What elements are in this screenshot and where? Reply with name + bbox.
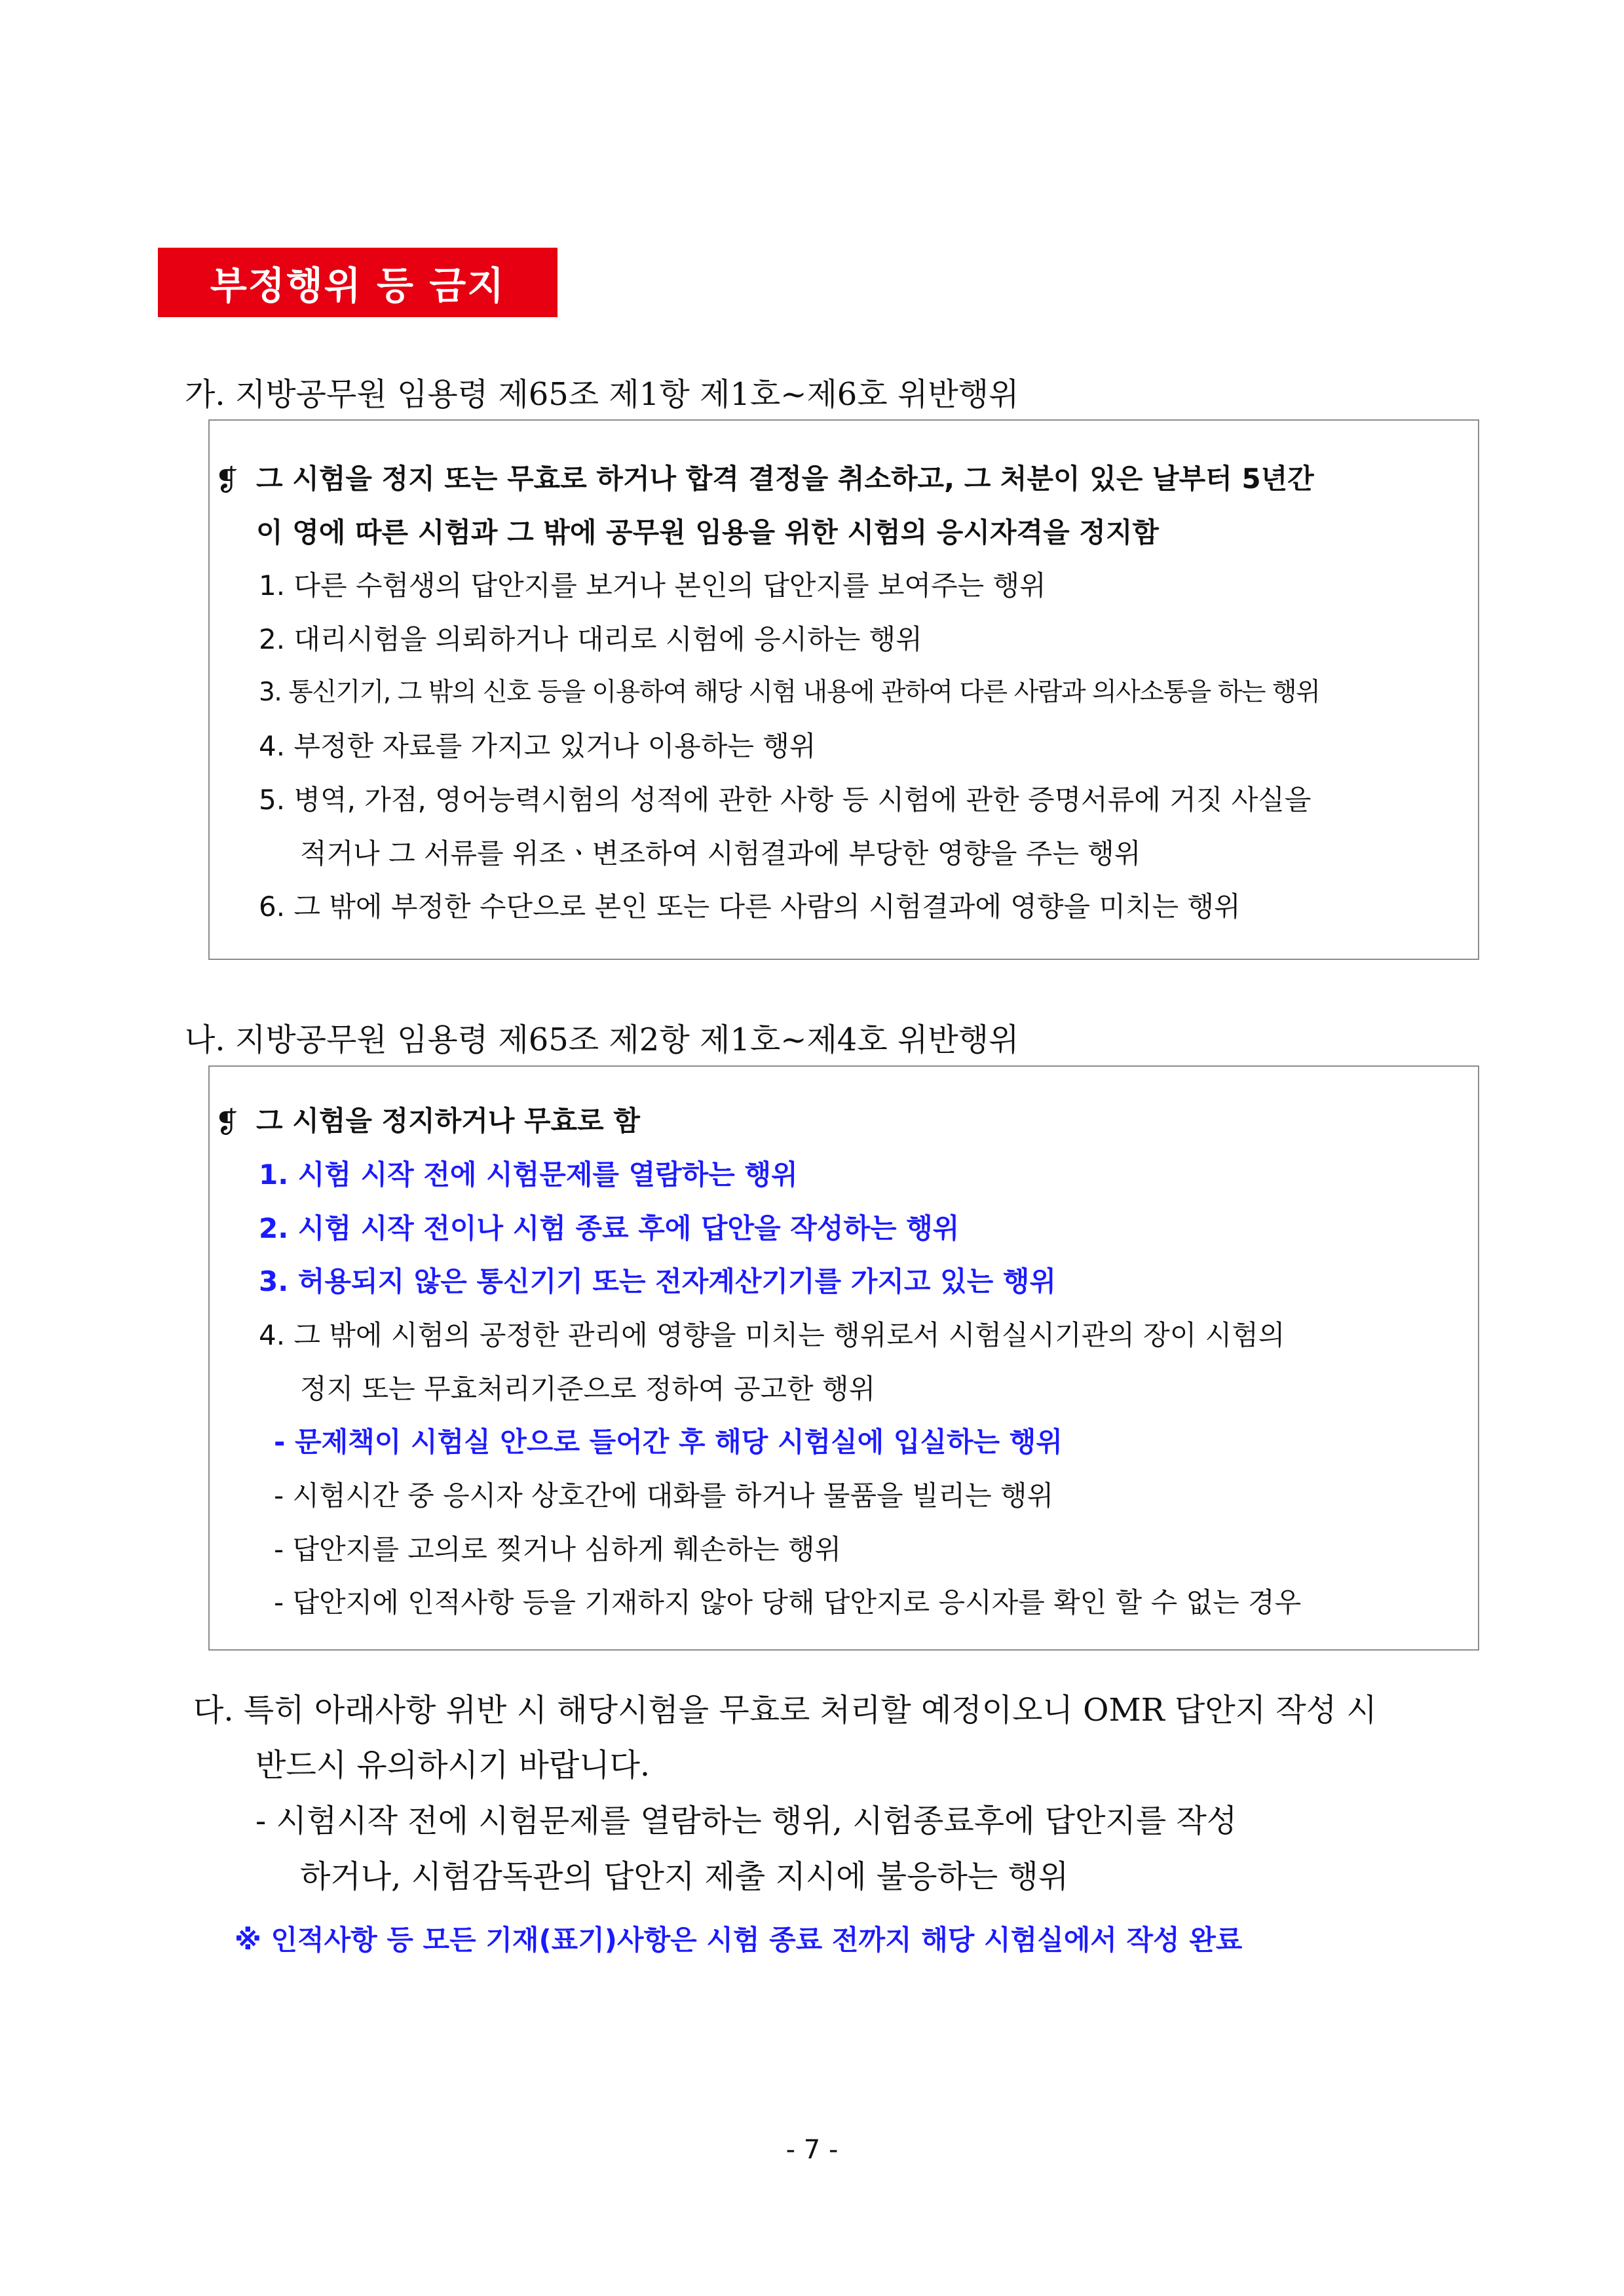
section-a-bullet-icon: ❡: [215, 464, 239, 497]
section-b-summary: 그 시험을 정지하거나 무효로 함: [256, 1105, 640, 1137]
page-title-banner: 부정행위 등 금지: [158, 248, 557, 317]
section-c-line4: 하거나, 시험감독관의 답안지 제출 지시에 불응하는 행위: [300, 1858, 1069, 1895]
section-b-item-4-cont: 정지 또는 무효처리기준으로 정하여 공고한 행위: [300, 1373, 876, 1405]
section-b-item-1: 1. 시험 시작 전에 시험문제를 열람하는 행위: [259, 1158, 798, 1191]
section-a-item-2: 2. 대리시험을 의뢰하거나 대리로 시험에 응시하는 행위: [259, 623, 922, 655]
section-a-item-6: 6. 그 밖에 부정한 수단으로 본인 또는 다른 사람의 시험결과에 영향을 미치는 행위: [259, 890, 1241, 923]
section-a-heading: 가. 지방공무원 임용령 제65조 제1항 제1호~제6호 위반행위: [185, 376, 1019, 413]
section-b-bullet-icon: ❡: [215, 1106, 239, 1139]
section-b-subitem-1: - 문제책이 시험실 안으로 들어간 후 해당 시험실에 입실하는 행위: [274, 1426, 1063, 1458]
section-b-heading: 나. 지방공무원 임용령 제65조 제2항 제1호~제4호 위반행위: [185, 1022, 1019, 1058]
section-c-note: ※ 인적사항 등 모든 기재(표기)사항은 시험 종료 전까지 해당 시험실에서 작성 완료: [235, 1924, 1243, 1956]
section-b-subitem-3: - 답안지를 고의로 찢거나 심하게 훼손하는 행위: [274, 1533, 842, 1565]
section-a-summary-line2: 이 영에 따른 시험과 그 밖에 공무원 임용을 위한 시험의 응시자격을 정지함: [256, 516, 1160, 548]
section-a-summary-line1: 그 시험을 정지 또는 무효로 하거나 합격 결정을 취소하고, 그 처분이 있은 날부터 5년간: [256, 463, 1314, 495]
section-b-item-3: 3. 허용되지 않은 통신기기 또는 전자계산기기를 가지고 있는 행위: [259, 1265, 1057, 1297]
section-a-item-1: 1. 다른 수험생의 답안지를 보거나 본인의 답안지를 보여주는 행위: [259, 569, 1046, 602]
page-number: - 7 -: [785, 2135, 839, 2165]
section-b-subitem-2: - 시험시간 중 응시자 상호간에 대화를 하거나 물품을 빌리는 행위: [274, 1480, 1054, 1512]
section-b-item-2: 2. 시험 시작 전이나 시험 종료 후에 답안을 작성하는 행위: [259, 1212, 960, 1244]
section-b-item-4: 4. 그 밖에 시험의 공정한 관리에 영향을 미치는 행위로서 시험실시기관의 장이 시험의: [259, 1319, 1285, 1351]
section-a-item-5: 5. 병역, 가점, 영어능력시험의 성적에 관한 사항 등 시험에 관한 증명서류에 거짓 사실을: [259, 784, 1312, 816]
section-a-item-4: 4. 부정한 자료를 가지고 있거나 이용하는 행위: [259, 730, 816, 762]
section-c-line2: 반드시 유의하시기 바랍니다.: [255, 1747, 651, 1784]
section-c-line3: - 시험시작 전에 시험문제를 열람하는 행위, 시험종료후에 답안지를 작성: [255, 1803, 1237, 1839]
section-a-item-3: 3. 통신기기, 그 밖의 신호 등을 이용하여 해당 시험 내용에 관하여 다른 사람과 의사소통을 하는 행위: [259, 678, 1320, 707]
section-a-item-5-cont: 적거나 그 서류를 위조ㆍ변조하여 시험결과에 부당한 영향을 주는 행위: [300, 837, 1141, 870]
section-c-line1: 다. 특히 아래사항 위반 시 해당시험을 무효로 처리할 예정이오니 OMR 답안지 작성 시: [193, 1692, 1377, 1729]
section-b-subitem-4: - 답안지에 인적사항 등을 기재하지 않아 당해 답안지로 응시자를 확인 할 수 없는 경우: [274, 1586, 1302, 1618]
